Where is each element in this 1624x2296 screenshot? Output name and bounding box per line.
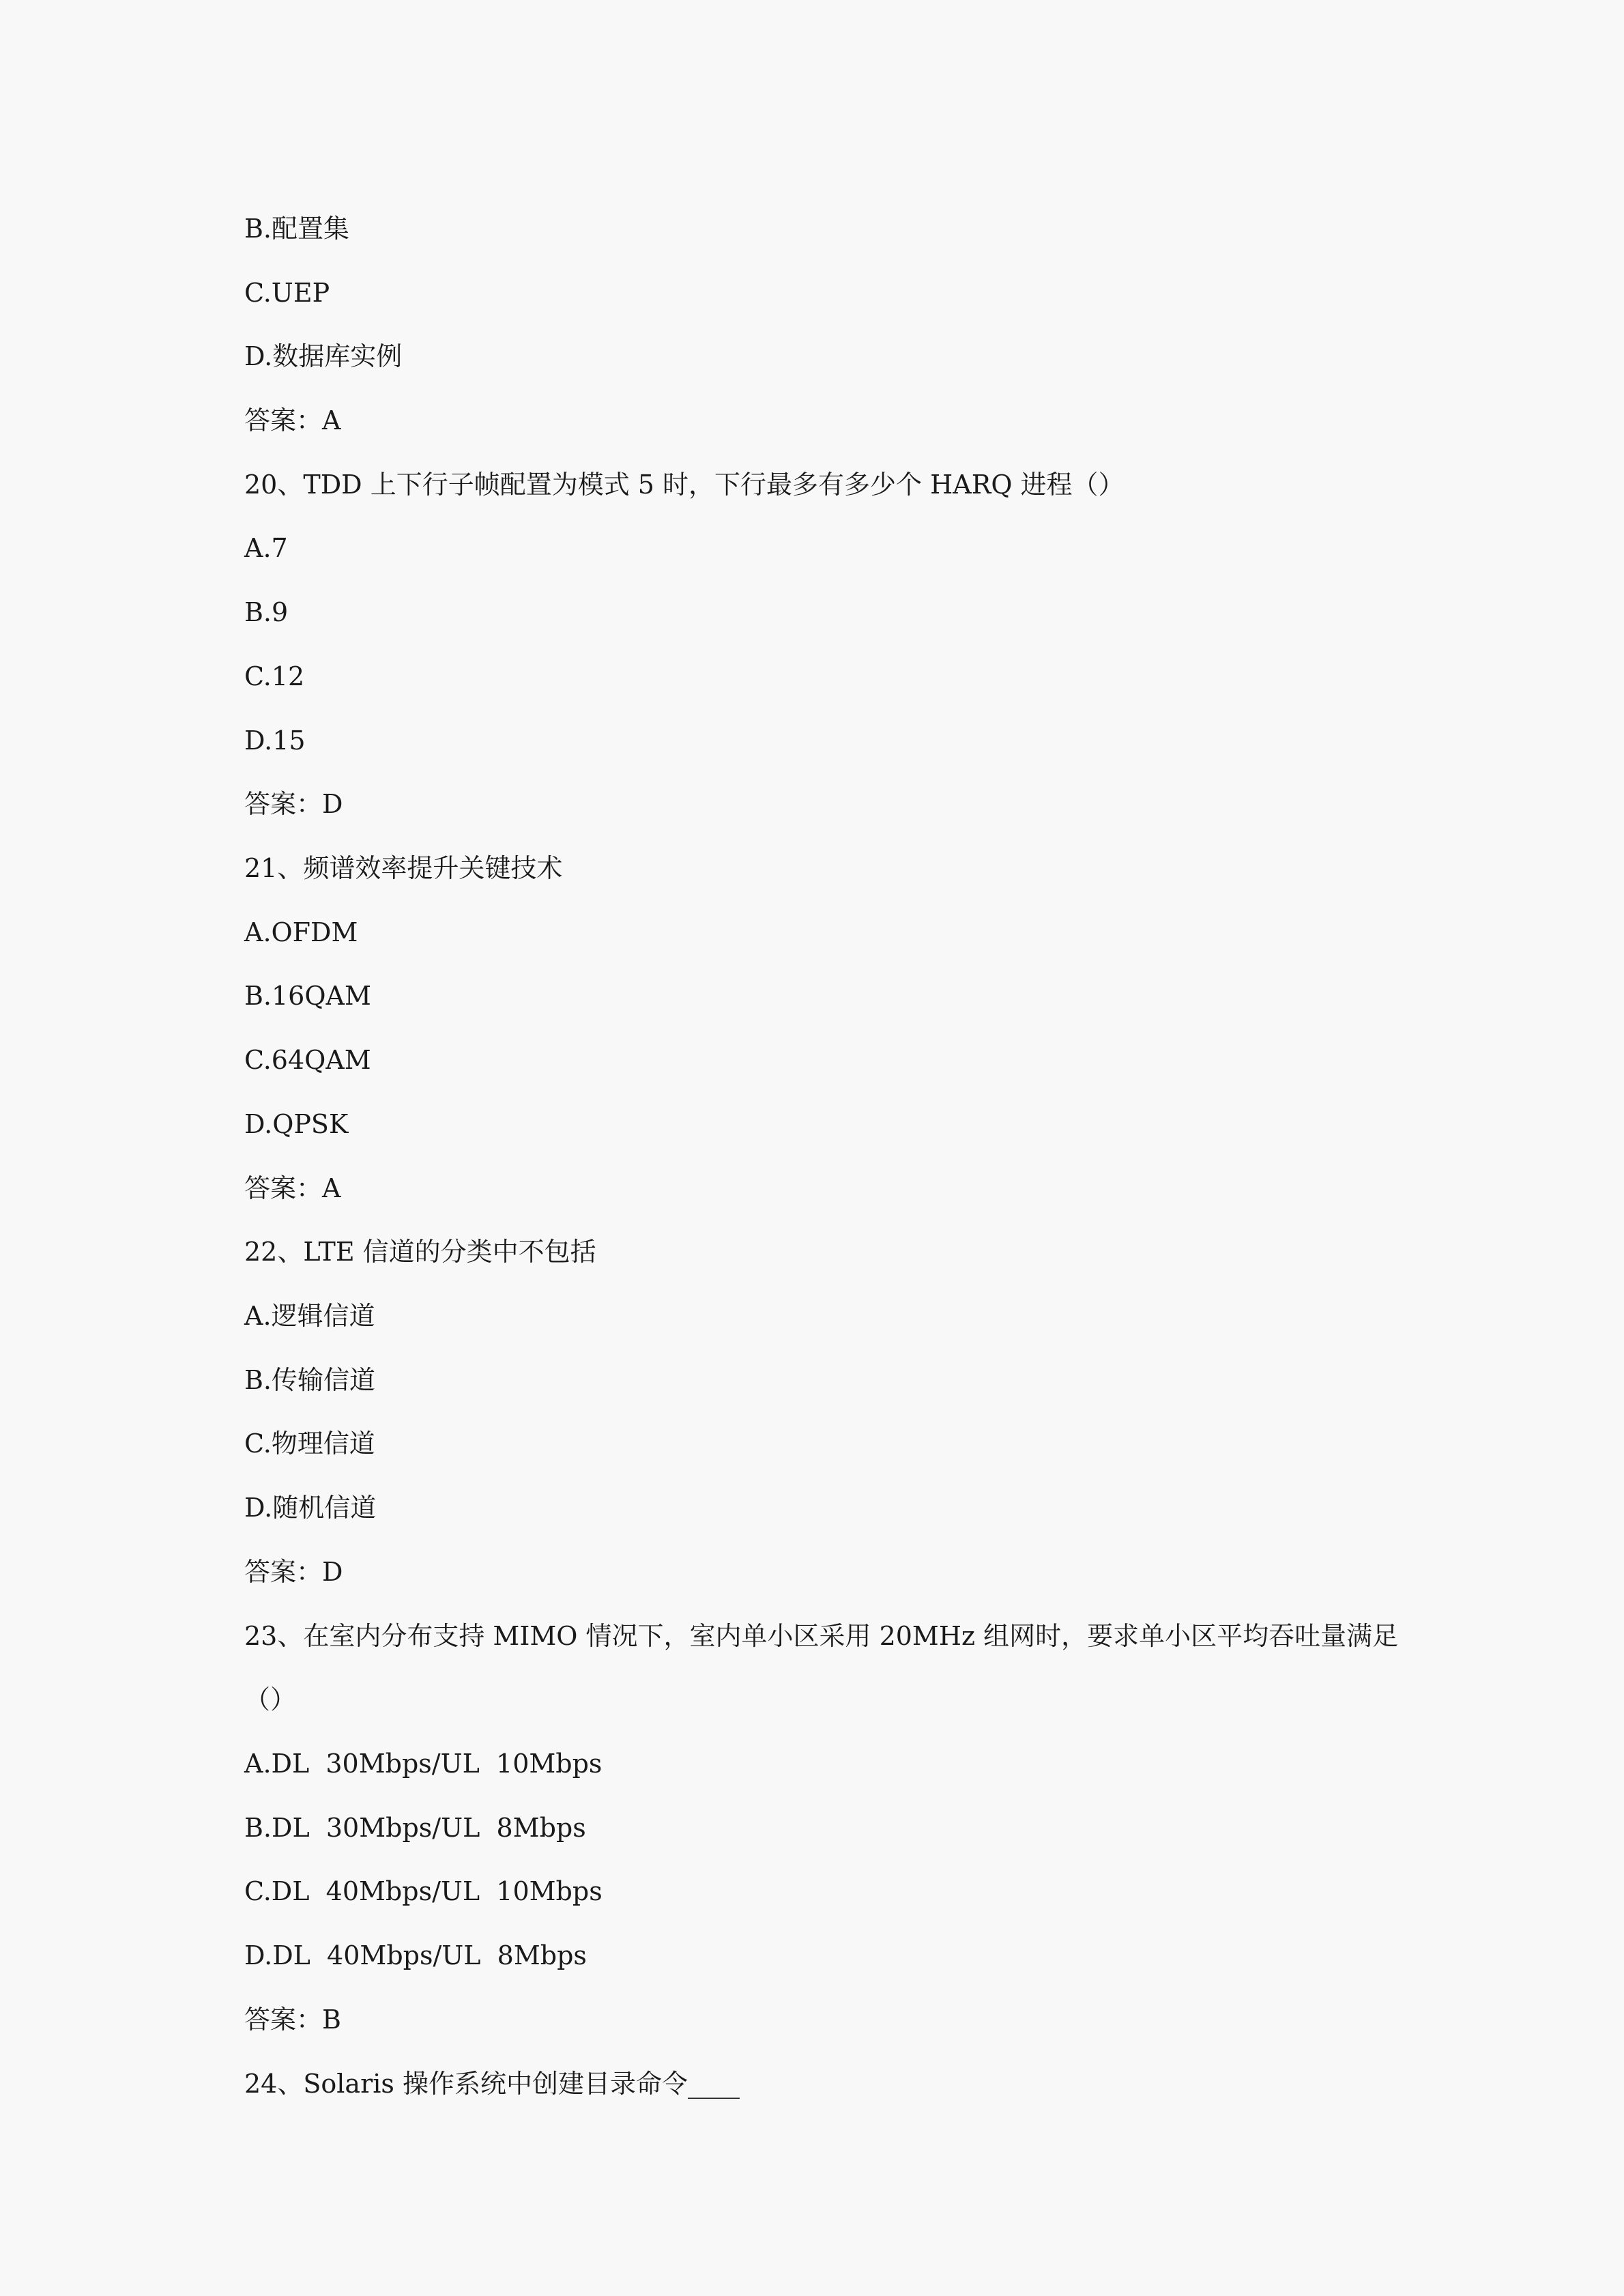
option-a-q23: A.DL 30Mbps/UL 10Mbps <box>244 1749 603 1779</box>
option-d-q19: D.数据库实例 <box>244 341 403 371</box>
option-c-q19: C.UEP <box>244 278 330 308</box>
question-20: 20、TDD 上下行子帧配置为模式 5 时，下行最多有多少个 HARQ 进程（） <box>244 470 1125 500</box>
answer-q21: 答案：A <box>244 1173 341 1203</box>
option-a-q22: A.逻辑信道 <box>244 1301 375 1331</box>
option-a-q20: A.7 <box>244 533 288 563</box>
option-c-q22: C.物理信道 <box>244 1429 375 1459</box>
option-a-q21: A.OFDM <box>244 917 358 947</box>
option-b-q22: B.传输信道 <box>244 1365 376 1395</box>
option-b-q20: B.9 <box>244 597 289 627</box>
option-b-q21: B.16QAM <box>244 981 371 1011</box>
option-b-q19: B.配置集 <box>244 214 350 244</box>
question-21: 21、频谱效率提升关键技术 <box>244 853 563 883</box>
option-c-q23: C.DL 40Mbps/UL 10Mbps <box>244 1876 603 1906</box>
answer-q20: 答案：D <box>244 789 343 819</box>
answer-q22: 答案：D <box>244 1557 343 1587</box>
option-d-q22: D.随机信道 <box>244 1493 377 1523</box>
option-c-q21: C.64QAM <box>244 1045 371 1075</box>
option-d-q20: D.15 <box>244 726 306 756</box>
option-d-q21: D.QPSK <box>244 1109 349 1139</box>
answer-q23: 答案：B <box>244 2005 341 2035</box>
question-23-continued: （） <box>244 1684 297 1714</box>
question-22: 22、LTE 信道的分类中不包括 <box>244 1237 596 1267</box>
option-b-q23: B.DL 30Mbps/UL 8Mbps <box>244 1813 586 1843</box>
question-23: 23、在室内分布支持 MIMO 情况下，室内单小区采用 20MHz 组网时，要求单小区平均吞吐量满足 <box>244 1621 1399 1651</box>
question-24: 24、Solaris 操作系统中创建目录命令____ <box>244 2069 740 2099</box>
option-d-q23: D.DL 40Mbps/UL 8Mbps <box>244 1940 587 1970</box>
answer-q19: 答案：A <box>244 405 341 435</box>
option-c-q20: C.12 <box>244 661 305 691</box>
